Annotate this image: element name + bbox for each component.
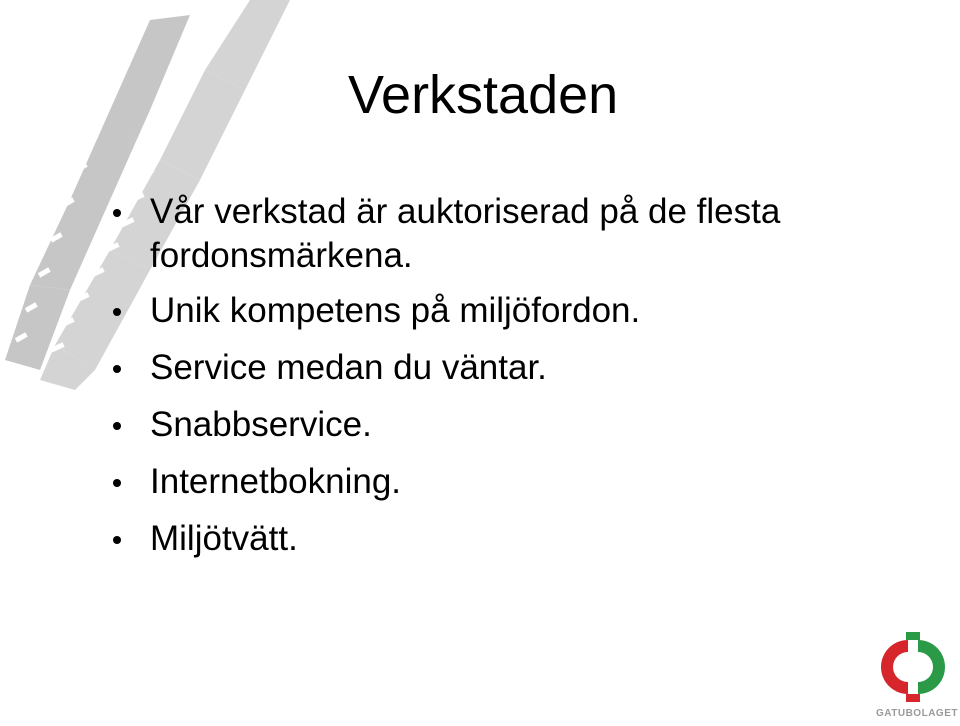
bullet-dot-icon bbox=[113, 365, 121, 373]
logo-text: GATUBOLAGET bbox=[876, 708, 958, 719]
bullet-text: Unik kompetens på miljöfordon. bbox=[150, 291, 641, 330]
bullet-dot-icon bbox=[113, 536, 121, 544]
bullet-text: Miljötvätt. bbox=[150, 519, 298, 558]
bullet-text: Service medan du väntar. bbox=[150, 348, 547, 387]
bullet-text: Vår verkstad är auktoriserad på de flesta fordonsmärkena. bbox=[150, 192, 781, 275]
bullet-text: Snabbservice. bbox=[150, 405, 372, 444]
bullet-item bbox=[110, 403, 910, 447]
bullet-text: Internetbokning. bbox=[150, 462, 402, 501]
bullet-item bbox=[110, 460, 910, 504]
bullet-dot-icon bbox=[113, 209, 121, 217]
bullet-list bbox=[110, 190, 910, 574]
bullet-dot-icon bbox=[113, 479, 121, 487]
slide-title: Verkstaden bbox=[348, 65, 619, 125]
bullet-dot-icon bbox=[113, 308, 121, 316]
bullet-item bbox=[110, 346, 910, 390]
bullet-item bbox=[110, 190, 910, 278]
bullet-item bbox=[110, 289, 910, 333]
bullet-dot-icon bbox=[113, 422, 121, 430]
bullet-item bbox=[110, 517, 910, 561]
